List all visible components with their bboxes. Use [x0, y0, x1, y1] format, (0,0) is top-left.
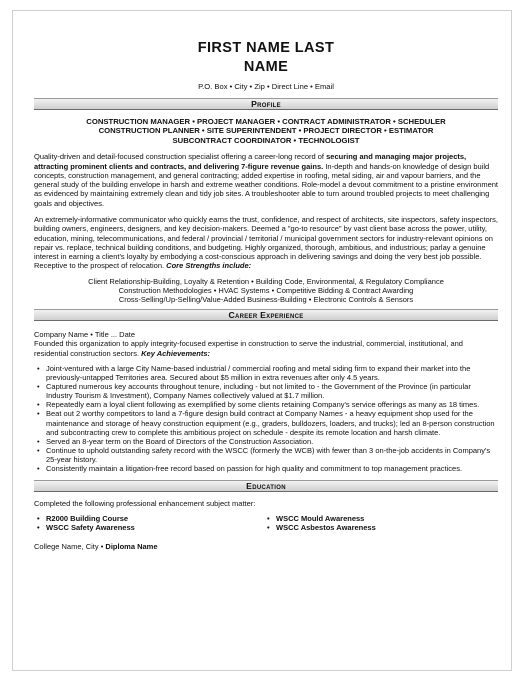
bullet-icon: • [37, 382, 40, 392]
bullet-icon: • [37, 463, 40, 473]
target-titles [34, 117, 498, 145]
job-summary-text: Founded this organization to apply integrity-focused expertise in construction to serve the industrial, commercial, institutional, and residential construction sectors. [34, 339, 463, 358]
experience-heading [34, 309, 498, 321]
course-name: WSCC Mould Awareness [276, 514, 365, 524]
candidate-name [34, 39, 498, 77]
profile-paragraph-1 [34, 152, 498, 208]
course-column-left [34, 514, 264, 532]
college-line [34, 542, 498, 551]
achievement-text: Consistently maintain a litigation-free record based on passion for high quality and commitment to top management practices. [46, 463, 463, 473]
college-name: College Name, City • [34, 542, 106, 552]
bullet-icon: • [37, 436, 40, 446]
resume-page [12, 10, 512, 671]
achievement-text: Beat out 2 worthy competitors to land a 7-figure design build contract at Company Names - a heavy equipment shop used for the maintenance and storage of heavy construction equipment (e.g., graders, bulldozers, loaders, and trucks); led an 8-person construction and subcontracting crew to complete this ambitious project on schedule - despite its remote location and harsh climate. [46, 409, 495, 437]
achievement-text: Captured numerous key accounts throughout tenure, including - but not limited to - the Government of the Province (in particular Industry Tourism & Investment), Company Names collectively valued at $1.7 million. [46, 382, 471, 401]
skills-line-1: Client Relationship-Building, Loyalty & Retention • Building Code, Environmental, & Regulatory Compliance [88, 276, 444, 286]
skills-line-3: Cross-Selling/Up-Selling/Value-Added Business-Building • Electronic Controls & Sensors [118, 294, 414, 304]
list-item [34, 464, 498, 473]
list-item [34, 523, 264, 532]
profile-p1-text-a: Quality-driven and detail-focused construction specialist offering a career-long record of [34, 152, 327, 162]
bullet-icon: • [37, 409, 40, 419]
core-strengths-label: Core Strengths include: [166, 261, 252, 271]
list-item [34, 437, 498, 446]
achievement-text: Served an 8-year term on the Board of Directors of the Construction Association. [46, 436, 314, 446]
course-column-right [264, 514, 494, 532]
bullet-icon: • [37, 363, 40, 373]
bullet-icon: • [267, 514, 270, 524]
job-header: Company Name • Title ... Date [34, 330, 135, 340]
education-intro: Completed the following professional enhancement subject matter: [34, 499, 256, 509]
job-summary [34, 339, 498, 358]
bullet-icon: • [37, 523, 40, 533]
experience-heading-text: Career Experience [228, 310, 304, 321]
profile-heading [34, 98, 498, 110]
titles-line-2: CONSTRUCTION PLANNER • SITE SUPERINTENDENT • PROJECT DIRECTOR • ESTIMATOR [98, 126, 434, 136]
diploma-name: Diploma Name [105, 542, 158, 552]
bullet-icon: • [37, 514, 40, 524]
achievements-list [34, 364, 498, 473]
profile-p1-text-c: In-depth and hands-on knowledge of design build concepts, construction management, and general contracting; added expertise in roofing, metal siding, air and vapour barriers, and the general study of the building envelope in harsh and extreme weather conditions. Role-model a devout commitment to a pristine environment as evidenced by maintaining extremely clean and tidy job sites. A troubleshooter able to turn around troubled projects to meet challenging goals and objectives. [34, 161, 499, 208]
bullet-icon: • [37, 445, 40, 455]
bullet-icon: • [267, 523, 270, 533]
course-name: WSCC Safety Awareness [46, 523, 135, 533]
list-item [34, 364, 498, 382]
course-name: R2000 Building Course [46, 514, 129, 524]
profile-heading-text: Profile [251, 99, 281, 109]
contact-line: P.O. Box • City • Zip • Direct Line • Email [198, 82, 334, 91]
list-item [34, 514, 264, 523]
name-line-2: NAME [243, 59, 289, 75]
bullet-icon: • [37, 400, 40, 410]
profile-paragraph-2 [34, 215, 498, 271]
achievement-text: Repeatedly earn a loyal client following as exemplified by some clients retaining Company's service offerings as many as 18 times. [46, 400, 480, 410]
achievement-text: Continue to uphold outstanding safety record with the WSCC (formerly the WCB) with fewer than 3 on-the-job accidents in Company's 25-year history. [46, 445, 491, 464]
education-heading-text: Education [246, 481, 286, 492]
profile-p2-text-a: An extremely-informative communicator who quickly earns the trust, confidence, and respect of architects, site inspectors, safety inspectors, building owners, engineers, designers, and key decision-makers. Deemed a "go-to resource" by vast client base across the power, utility, education, mining, telecommunications, and federal / provincial / territorial / municipal government sectors for industry-relevant opinions on repair vs. replace, technical building conditions, and budgeting. Highly organized, thorough, ambitious, and industrious; parlay a genuine interest in earning a client's loyalty by embodying a cost-conscious approach in delivering savings and doing the very best job possible. Receptive to the prospect of relocation. [34, 215, 498, 271]
skills-line-2: Construction Methodologies • HVAC Systems • Competitive Bidding & Contract Awarding [118, 285, 414, 295]
titles-line-3: SUBCONTRACT COORDINATOR • TECHNOLOGIST [172, 135, 360, 145]
list-item [34, 446, 498, 464]
core-strengths [34, 277, 498, 304]
education-heading [34, 480, 498, 492]
list-item [34, 382, 498, 400]
achievement-text: Joint-ventured with a large City Name-based industrial / commercial roofing and metal siding firm to expand their market into the previously-untapped Territories area. Secured about $5 million in extra revenues after only 4.5 years. [46, 363, 471, 383]
course-name: WSCC Asbestos Awareness [276, 523, 376, 533]
key-achievements-label: Key Achievements: [141, 348, 211, 358]
titles-line-1: CONSTRUCTION MANAGER • PROJECT MANAGER • CONTRACT ADMINISTRATOR • SCHEDULER [86, 117, 446, 126]
list-item [34, 400, 498, 409]
course-list [34, 514, 498, 532]
list-item [264, 523, 494, 532]
resume-content [34, 39, 498, 551]
name-line-1: FIRST NAME LAST [197, 40, 335, 56]
list-item [264, 514, 494, 523]
profile-p1-highlight: securing and managing major projects, attracting prominent clients and contracts, and delivering 7-figure revenue gains. [34, 152, 467, 171]
list-item [34, 409, 498, 436]
